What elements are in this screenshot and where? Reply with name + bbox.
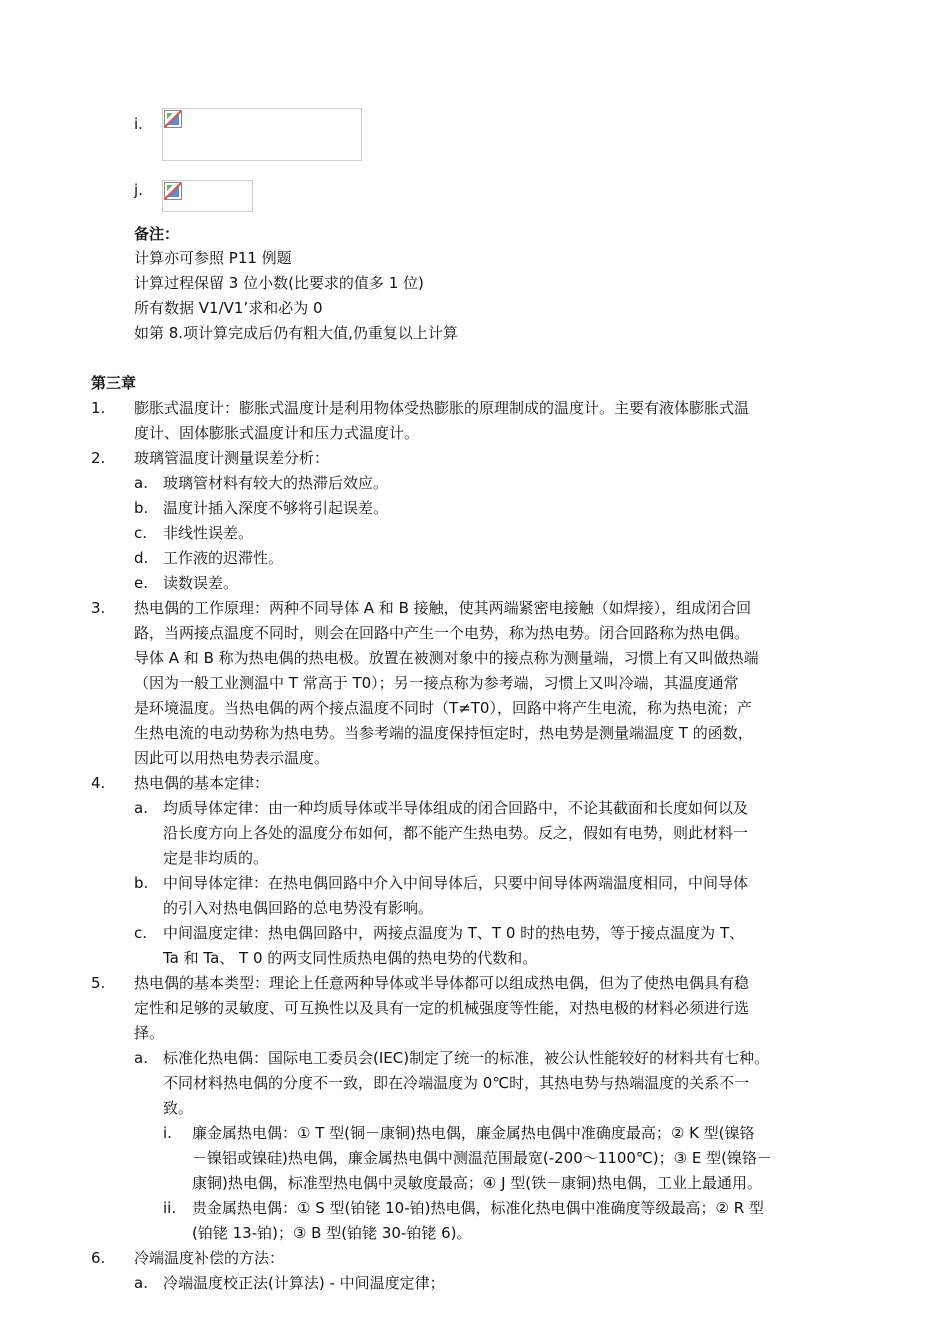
list-marker: 1. [91,399,106,417]
sub-item-text: 定是非均质的。 [163,849,269,867]
sub-item-text: 温度计插入深度不够将引起误差。 [163,499,389,517]
item-text: （因为一般工业测温中 T 常高于 T0）；另一接点称为参考端，习惯上又叫冷端，其温度通常 [134,674,739,692]
list-marker: 3. [91,599,106,617]
item-text: 生热电流的电动势称为热电势。当参考端的温度保持恒定时，热电势是测量端温度 T 的函数， [134,724,753,742]
subsub-marker: i. [163,1124,172,1142]
sub-item-text: 工作液的迟滞性。 [163,549,284,567]
list-marker: 2. [91,449,106,467]
item-text: 膨胀式温度计：膨胀式温度计是利用物体受热膨胀的原理制成的温度计。主要有液体膨胀式温 [134,399,750,417]
subsub-marker: ii. [163,1199,177,1217]
item-text: 热电偶的工作原理：两种不同导体 A 和 B 接触，使其两端紧密电接触（如焊接），组成闭合回 [134,599,752,617]
sub-marker: a. [134,1274,148,1292]
sub-item-text: 沿长度方向上各处的温度分布如何，都不能产生热电势。反之，假如有电势，则此材料一 [163,824,749,842]
sub-item-text: 致。 [163,1099,194,1117]
image-placeholder-i [162,108,362,161]
item-text: 择。 [134,1024,165,1042]
item-text: 定性和足够的灵敏度、可互换性以及具有一定的机械强度等性能，对热电极的材料必须进行选 [134,999,750,1017]
list-marker-i: i. [134,115,143,133]
sub-item-text: 中间导体定律：在热电偶回路中介入中间导体后，只要中间导体两端温度相同，中间导体 [163,874,749,892]
sub-item-text: 冷端温度校正法(计算法) - 中间温度定律； [163,1274,445,1292]
sub-item-text: Ta 和 Ta、 T 0 的两支同性质热电偶的热电势的代数和。 [163,949,538,967]
subsub-item-text: 贵金属热电偶：① S 型(铂铑 10-铂)热电偶，标准化热电偶中准确度等级最高；② R 型 [192,1199,764,1217]
sub-marker: a. [134,799,148,817]
list-marker: 6. [91,1249,106,1267]
subsub-item-text: －镍铝或镍硅)热电偶，廉金属热电偶中测温范围最宽(-200～1100℃)；③ E 型(镍铬－ [192,1149,772,1167]
sub-item-text: 中间温度定律：热电偶回路中，两接点温度为 T、T 0 时的热电势，等于接点温度为 T、 [163,924,745,942]
notes-line: 计算过程保留 3 位小数(比要求的值多 1 位) [134,274,424,292]
sub-item-text: 不同材料热电偶的分度不一致，即在冷端温度为 0℃时，其热电势与热端温度的关系不一 [163,1074,750,1092]
item-text: 是环境温度。当热电偶的两个接点温度不同时（T≠T0），回路中将产生电流，称为热电流；产 [134,699,752,717]
item-text: 玻璃管温度计测量误差分析： [134,449,330,467]
broken-image-icon [164,182,182,200]
sub-item-text: 读数误差。 [163,574,239,592]
item-text: 导体 A 和 B 称为热电偶的热电极。放置在被测对象中的接点称为测量端，习惯上有又叫做热端 [134,649,759,667]
sub-marker: d. [134,549,149,567]
subsub-item-text: 廉金属热电偶：① T 型(铜－康铜)热电偶，廉金属热电偶中准确度最高；② K 型(镍铬 [192,1124,755,1142]
sub-marker: b. [134,874,149,892]
notes-title: 备注： [134,225,180,243]
sub-marker: b. [134,499,149,517]
notes-line: 所有数据 V1/V1’求和必为 0 [134,299,323,317]
sub-marker: a. [134,474,148,492]
sub-item-text: 玻璃管材料有较大的热滞后效应。 [163,474,389,492]
item-text: 热电偶的基本定律： [134,774,270,792]
broken-image-icon [164,110,182,128]
sub-marker: c. [134,524,148,542]
sub-item-text: 的引入对热电偶回路的总电势没有影响。 [163,899,434,917]
item-text: 冷端温度补偿的方法： [134,1249,285,1267]
sub-item-text: 标准化热电偶：国际电工委员会(IEC)制定了统一的标准，被公认性能较好的材料共有七种。 [163,1049,770,1067]
image-placeholder-j [162,180,253,212]
sub-item-text: 均质导体定律：由一种均质导体或半导体组成的闭合回路中，不论其截面和长度如何以及 [163,799,749,817]
item-text: 路，当两接点温度不同时，则会在回路中产生一个电势，称为热电势。闭合回路称为热电偶。 [134,624,750,642]
item-text: 热电偶的基本类型：理论上任意两种导体或半导体都可以组成热电偶，但为了使热电偶具有稳 [134,974,750,992]
list-marker: 5. [91,974,106,992]
subsub-item-text: 康铜)热电偶，标准型热电偶中灵敏度最高；④ J 型(铁－康铜)热电偶，工业上最通用。 [192,1174,762,1192]
list-marker: 4. [91,774,106,792]
sub-marker: c. [134,924,148,942]
list-marker-j: j. [134,181,143,199]
chapter-title: 第三章 [91,374,137,392]
sub-item-text: 非线性误差。 [163,524,254,542]
subsub-item-text: (铂铑 13-铂)；③ B 型(铂铑 30-铂铑 6)。 [192,1224,472,1242]
notes-line: 计算亦可参照 P11 例题 [134,249,292,267]
sub-marker: e. [134,574,148,592]
item-text: 度计、固体膨胀式温度计和压力式温度计。 [134,424,420,442]
sub-marker: a. [134,1049,148,1067]
item-text: 因此可以用热电势表示温度。 [134,749,330,767]
notes-line: 如第 8.项计算完成后仍有粗大值,仍重复以上计算 [134,324,458,342]
